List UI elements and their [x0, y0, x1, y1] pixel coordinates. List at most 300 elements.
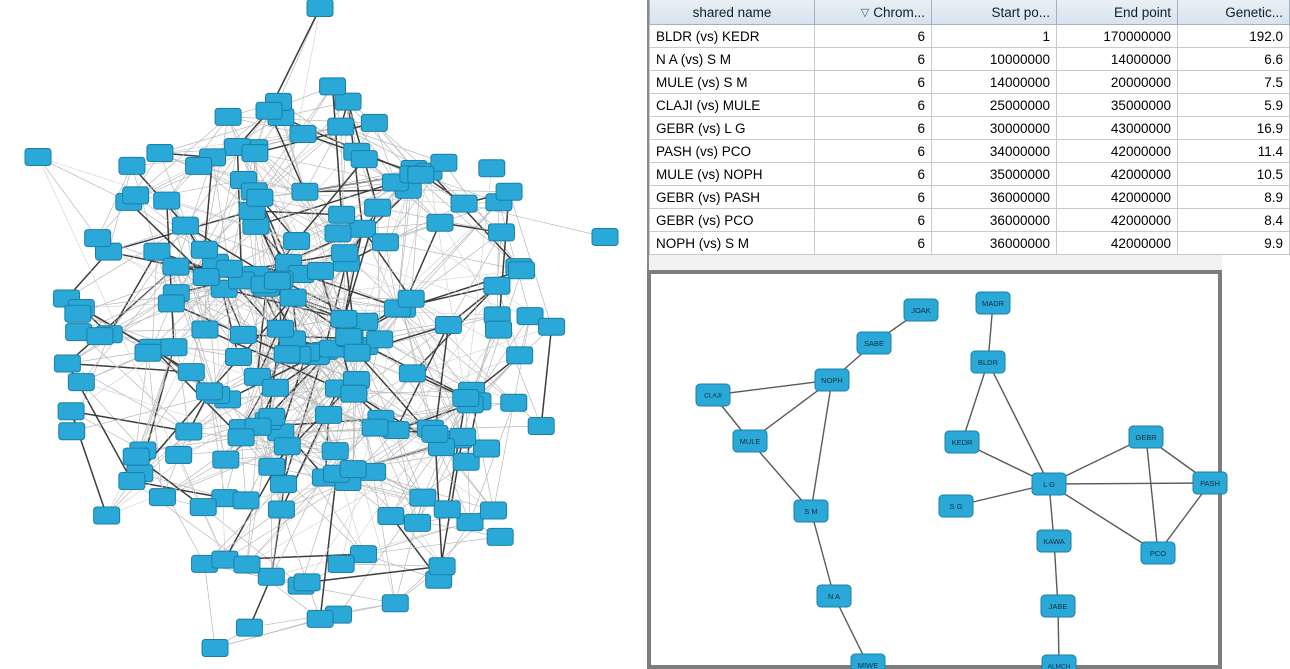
- table-row[interactable]: [650, 232, 1290, 255]
- subnetwork-graph-panel[interactable]: [647, 270, 1222, 669]
- subnetwork-node-shape[interactable]: [1041, 595, 1075, 617]
- network-node[interactable]: [328, 556, 354, 573]
- network-node[interactable]: [87, 328, 113, 345]
- cell-shared_name[interactable]: PASH (vs) PCO: [650, 140, 815, 163]
- network-node[interactable]: [247, 189, 273, 206]
- network-node-shape[interactable]: [25, 149, 51, 166]
- cell-genetic[interactable]: 7.5: [1178, 71, 1290, 94]
- network-node[interactable]: [484, 277, 510, 294]
- network-node-shape[interactable]: [365, 199, 391, 216]
- network-node-shape[interactable]: [422, 425, 448, 442]
- subnetwork-node-shape[interactable]: [1141, 542, 1175, 564]
- cell-shared_name[interactable]: MULE (vs) S M: [650, 71, 815, 94]
- subnetwork-node[interactable]: [939, 495, 973, 517]
- network-node-shape[interactable]: [332, 245, 358, 262]
- edge-table[interactable]: [649, 0, 1290, 255]
- network-node[interactable]: [284, 232, 310, 249]
- network-node-shape[interactable]: [399, 365, 425, 382]
- subnetwork-svg[interactable]: [651, 274, 1220, 669]
- subnetwork-node-shape[interactable]: [971, 351, 1005, 373]
- network-node[interactable]: [230, 326, 256, 343]
- edge-table-panel[interactable]: [647, 0, 1283, 270]
- subnetwork-node-shape[interactable]: [696, 384, 730, 406]
- network-node-shape[interactable]: [135, 344, 161, 361]
- network-node[interactable]: [176, 423, 202, 440]
- cell-shared_name[interactable]: CLAJI (vs) MULE: [650, 94, 815, 117]
- subnetwork-node-shape[interactable]: [1032, 473, 1066, 495]
- cell-chrom[interactable]: 6: [815, 117, 932, 140]
- network-node-shape[interactable]: [271, 476, 297, 493]
- cell-end[interactable]: 42000000: [1057, 163, 1178, 186]
- network-node[interactable]: [408, 166, 434, 183]
- network-node[interactable]: [190, 499, 216, 516]
- subnetwork-node-shape[interactable]: [945, 431, 979, 453]
- subnetwork-node[interactable]: [1141, 542, 1175, 564]
- network-node-shape[interactable]: [290, 125, 316, 142]
- network-node[interactable]: [191, 241, 217, 258]
- cell-genetic[interactable]: 5.9: [1178, 94, 1290, 117]
- network-node-shape[interactable]: [361, 114, 387, 131]
- network-node-shape[interactable]: [320, 78, 346, 95]
- network-node-shape[interactable]: [479, 160, 505, 177]
- subnetwork-node-shape[interactable]: [815, 369, 849, 391]
- network-node[interactable]: [451, 195, 477, 212]
- network-node[interactable]: [405, 514, 431, 531]
- network-node-shape[interactable]: [307, 0, 333, 17]
- cell-end[interactable]: 42000000: [1057, 209, 1178, 232]
- cell-end[interactable]: 42000000: [1057, 140, 1178, 163]
- network-node[interactable]: [329, 206, 355, 223]
- network-node[interactable]: [268, 320, 294, 337]
- network-node-shape[interactable]: [176, 423, 202, 440]
- network-node-shape[interactable]: [193, 269, 219, 286]
- network-node-shape[interactable]: [59, 423, 85, 440]
- network-node[interactable]: [316, 406, 342, 423]
- network-node[interactable]: [410, 489, 436, 506]
- network-node-shape[interactable]: [453, 389, 479, 406]
- table-row[interactable]: [650, 94, 1290, 117]
- network-node[interactable]: [457, 514, 483, 531]
- cell-chrom[interactable]: 6: [815, 94, 932, 117]
- network-node[interactable]: [262, 379, 288, 396]
- network-node[interactable]: [365, 199, 391, 216]
- subnetwork-node-shape[interactable]: [976, 292, 1010, 314]
- network-node-shape[interactable]: [328, 556, 354, 573]
- network-node[interactable]: [322, 443, 348, 460]
- network-node-shape[interactable]: [427, 214, 453, 231]
- subnetwork-node[interactable]: [1032, 473, 1066, 495]
- network-node[interactable]: [258, 568, 284, 585]
- network-node[interactable]: [268, 501, 294, 518]
- network-node[interactable]: [427, 214, 453, 231]
- network-node-shape[interactable]: [410, 489, 436, 506]
- cell-end[interactable]: 42000000: [1057, 186, 1178, 209]
- network-node-shape[interactable]: [307, 262, 333, 279]
- network-node[interactable]: [453, 389, 479, 406]
- network-node[interactable]: [422, 425, 448, 442]
- cell-chrom[interactable]: 6: [815, 71, 932, 94]
- network-node[interactable]: [336, 328, 362, 345]
- subnetwork-node-shape[interactable]: [1193, 472, 1227, 494]
- network-node[interactable]: [123, 187, 149, 204]
- cell-chrom[interactable]: 6: [815, 186, 932, 209]
- network-node-shape[interactable]: [431, 154, 457, 171]
- network-node-shape[interactable]: [484, 277, 510, 294]
- network-node-shape[interactable]: [94, 507, 120, 524]
- network-node-shape[interactable]: [474, 440, 500, 457]
- network-node-shape[interactable]: [259, 458, 285, 475]
- network-node-shape[interactable]: [149, 489, 175, 506]
- network-node-shape[interactable]: [351, 151, 377, 168]
- network-node-shape[interactable]: [274, 438, 300, 455]
- network-node-shape[interactable]: [328, 118, 354, 135]
- subnetwork-node[interactable]: [976, 292, 1010, 314]
- network-node[interactable]: [215, 108, 241, 125]
- network-node[interactable]: [178, 364, 204, 381]
- cell-start[interactable]: 36000000: [932, 186, 1057, 209]
- network-node[interactable]: [68, 374, 94, 391]
- network-node-shape[interactable]: [405, 514, 431, 531]
- subnetwork-node[interactable]: [1037, 530, 1071, 552]
- subnetwork-node-shape[interactable]: [817, 585, 851, 607]
- network-node-shape[interactable]: [123, 187, 149, 204]
- subnetwork-node-shape[interactable]: [939, 495, 973, 517]
- network-node[interactable]: [487, 528, 513, 545]
- network-node-shape[interactable]: [292, 183, 318, 200]
- subnetwork-node-shape[interactable]: [1037, 530, 1071, 552]
- network-node-shape[interactable]: [592, 229, 618, 246]
- network-node-shape[interactable]: [190, 499, 216, 516]
- network-node-shape[interactable]: [528, 417, 554, 434]
- network-node[interactable]: [274, 346, 300, 363]
- network-node[interactable]: [196, 383, 222, 400]
- network-node[interactable]: [351, 151, 377, 168]
- network-node[interactable]: [340, 461, 366, 478]
- network-node-shape[interactable]: [496, 183, 522, 200]
- network-node-shape[interactable]: [154, 192, 180, 209]
- network-node-shape[interactable]: [58, 403, 84, 420]
- network-node[interactable]: [481, 502, 507, 519]
- network-node-shape[interactable]: [215, 108, 241, 125]
- cell-chrom[interactable]: 6: [815, 163, 932, 186]
- network-node-shape[interactable]: [226, 348, 252, 365]
- cell-start[interactable]: 30000000: [932, 117, 1057, 140]
- network-node-shape[interactable]: [119, 157, 145, 174]
- network-node[interactable]: [367, 331, 393, 348]
- network-node-shape[interactable]: [196, 383, 222, 400]
- network-node[interactable]: [280, 289, 306, 306]
- network-node[interactable]: [378, 507, 404, 524]
- cell-shared_name[interactable]: BLDR (vs) KEDR: [650, 25, 815, 48]
- table-row[interactable]: [650, 48, 1290, 71]
- network-node-shape[interactable]: [262, 379, 288, 396]
- network-node-shape[interactable]: [178, 364, 204, 381]
- network-node-shape[interactable]: [268, 320, 294, 337]
- network-node-shape[interactable]: [488, 224, 514, 241]
- network-node-shape[interactable]: [307, 610, 333, 627]
- cell-start[interactable]: 36000000: [932, 232, 1057, 255]
- network-node-shape[interactable]: [280, 289, 306, 306]
- cell-shared_name[interactable]: MULE (vs) NOPH: [650, 163, 815, 186]
- cell-end[interactable]: 170000000: [1057, 25, 1178, 48]
- edge-table-body[interactable]: [650, 25, 1290, 255]
- network-node-shape[interactable]: [87, 328, 113, 345]
- network-node[interactable]: [94, 507, 120, 524]
- network-node-shape[interactable]: [434, 501, 460, 518]
- network-node-shape[interactable]: [539, 318, 565, 335]
- network-node[interactable]: [294, 574, 320, 591]
- subnetwork-node-shape[interactable]: [1042, 655, 1076, 669]
- cell-genetic[interactable]: 16.9: [1178, 117, 1290, 140]
- network-node[interactable]: [236, 619, 262, 636]
- network-node-shape[interactable]: [119, 473, 145, 490]
- network-node-shape[interactable]: [329, 206, 355, 223]
- network-node-shape[interactable]: [192, 321, 218, 338]
- network-node[interactable]: [233, 492, 259, 509]
- network-node-shape[interactable]: [481, 502, 507, 519]
- network-node-shape[interactable]: [284, 232, 310, 249]
- network-node-shape[interactable]: [123, 448, 149, 465]
- network-node-shape[interactable]: [166, 447, 192, 464]
- network-node-shape[interactable]: [486, 321, 512, 338]
- network-node[interactable]: [328, 118, 354, 135]
- cell-genetic[interactable]: 8.4: [1178, 209, 1290, 232]
- network-node[interactable]: [54, 355, 80, 372]
- network-node[interactable]: [509, 262, 535, 279]
- network-node-shape[interactable]: [507, 347, 533, 364]
- network-node[interactable]: [147, 145, 173, 162]
- network-node[interactable]: [65, 305, 91, 322]
- subnetwork-node[interactable]: [1193, 472, 1227, 494]
- network-node[interactable]: [307, 0, 333, 17]
- network-node[interactable]: [486, 321, 512, 338]
- cell-chrom[interactable]: 6: [815, 209, 932, 232]
- subnetwork-node[interactable]: [1041, 595, 1075, 617]
- network-node[interactable]: [228, 429, 254, 446]
- subnetwork-node[interactable]: [696, 384, 730, 406]
- network-node-shape[interactable]: [65, 305, 91, 322]
- cell-start[interactable]: 1: [932, 25, 1057, 48]
- filter-icon[interactable]: ▽: [860, 7, 870, 20]
- cell-genetic[interactable]: 6.6: [1178, 48, 1290, 71]
- subnetwork-node[interactable]: [945, 431, 979, 453]
- network-node-shape[interactable]: [457, 514, 483, 531]
- column-header-chromosome[interactable]: [815, 0, 932, 25]
- cell-end[interactable]: 20000000: [1057, 71, 1178, 94]
- network-node-shape[interactable]: [230, 326, 256, 343]
- cell-genetic[interactable]: 10.5: [1178, 163, 1290, 186]
- table-row[interactable]: [650, 117, 1290, 140]
- network-node[interactable]: [119, 473, 145, 490]
- network-node[interactable]: [192, 321, 218, 338]
- network-node[interactable]: [290, 125, 316, 142]
- network-node-shape[interactable]: [54, 355, 80, 372]
- network-node-shape[interactable]: [501, 394, 527, 411]
- subnetwork-node-shape[interactable]: [733, 430, 767, 452]
- cell-end[interactable]: 42000000: [1057, 232, 1178, 255]
- network-node-shape[interactable]: [147, 145, 173, 162]
- network-node-shape[interactable]: [202, 640, 228, 657]
- network-node[interactable]: [271, 476, 297, 493]
- cell-start[interactable]: 35000000: [932, 163, 1057, 186]
- network-node-shape[interactable]: [233, 492, 259, 509]
- network-node-shape[interactable]: [429, 558, 455, 575]
- network-node-shape[interactable]: [316, 406, 342, 423]
- network-node-shape[interactable]: [398, 290, 424, 307]
- network-node-shape[interactable]: [144, 243, 170, 260]
- table-row[interactable]: [650, 71, 1290, 94]
- table-row[interactable]: [650, 163, 1290, 186]
- network-node[interactable]: [213, 451, 239, 468]
- network-node[interactable]: [501, 394, 527, 411]
- subnetwork-node-shape[interactable]: [904, 299, 938, 321]
- cell-chrom[interactable]: 6: [815, 48, 932, 71]
- network-node-shape[interactable]: [172, 217, 198, 234]
- network-node[interactable]: [216, 260, 242, 277]
- network-node-shape[interactable]: [335, 93, 361, 110]
- network-node[interactable]: [123, 448, 149, 465]
- network-node[interactable]: [292, 183, 318, 200]
- network-node[interactable]: [85, 230, 111, 247]
- network-node[interactable]: [429, 558, 455, 575]
- network-node-shape[interactable]: [191, 241, 217, 258]
- cell-genetic[interactable]: 8.9: [1178, 186, 1290, 209]
- network-node[interactable]: [431, 154, 457, 171]
- network-node-shape[interactable]: [161, 339, 187, 356]
- network-node[interactable]: [496, 183, 522, 200]
- network-node[interactable]: [528, 417, 554, 434]
- network-node[interactable]: [58, 403, 84, 420]
- network-node-shape[interactable]: [362, 419, 388, 436]
- network-node[interactable]: [539, 318, 565, 335]
- cell-start[interactable]: 25000000: [932, 94, 1057, 117]
- network-node[interactable]: [307, 262, 333, 279]
- cell-chrom[interactable]: 6: [815, 232, 932, 255]
- subnetwork-node[interactable]: [794, 500, 828, 522]
- network-node[interactable]: [166, 447, 192, 464]
- cell-shared_name[interactable]: GEBR (vs) PASH: [650, 186, 815, 209]
- network-node-shape[interactable]: [85, 230, 111, 247]
- network-node[interactable]: [144, 243, 170, 260]
- cell-shared_name[interactable]: NOPH (vs) S M: [650, 232, 815, 255]
- network-node[interactable]: [163, 258, 189, 275]
- network-node-shape[interactable]: [331, 310, 357, 327]
- network-node-shape[interactable]: [487, 528, 513, 545]
- network-node[interactable]: [274, 438, 300, 455]
- network-node[interactable]: [234, 556, 260, 573]
- network-node[interactable]: [264, 272, 290, 289]
- network-node[interactable]: [25, 149, 51, 166]
- network-node[interactable]: [344, 344, 370, 361]
- network-node[interactable]: [361, 114, 387, 131]
- cell-chrom[interactable]: 6: [815, 25, 932, 48]
- network-node-shape[interactable]: [408, 166, 434, 183]
- network-node-shape[interactable]: [372, 234, 398, 251]
- cell-shared_name[interactable]: GEBR (vs) PCO: [650, 209, 815, 232]
- cell-shared_name[interactable]: GEBR (vs) L G: [650, 117, 815, 140]
- network-node[interactable]: [226, 348, 252, 365]
- network-node-shape[interactable]: [294, 574, 320, 591]
- network-node[interactable]: [119, 157, 145, 174]
- network-node-shape[interactable]: [256, 102, 282, 119]
- network-node[interactable]: [488, 224, 514, 241]
- subnetwork-node-shape[interactable]: [1129, 426, 1163, 448]
- network-node-shape[interactable]: [322, 443, 348, 460]
- network-node[interactable]: [149, 489, 175, 506]
- network-node[interactable]: [434, 501, 460, 518]
- subnetwork-node-shape[interactable]: [857, 332, 891, 354]
- network-node[interactable]: [435, 316, 461, 333]
- network-node[interactable]: [372, 234, 398, 251]
- subnetwork-node[interactable]: [817, 585, 851, 607]
- table-row[interactable]: [650, 25, 1290, 48]
- network-node[interactable]: [256, 102, 282, 119]
- network-node-shape[interactable]: [216, 260, 242, 277]
- cell-start[interactable]: 36000000: [932, 209, 1057, 232]
- network-node[interactable]: [307, 610, 333, 627]
- network-node-shape[interactable]: [258, 568, 284, 585]
- network-node-shape[interactable]: [509, 262, 535, 279]
- network-node[interactable]: [154, 192, 180, 209]
- column-header-shared-name[interactable]: [650, 0, 815, 25]
- cell-genetic[interactable]: 9.9: [1178, 232, 1290, 255]
- network-node-shape[interactable]: [274, 346, 300, 363]
- subnetwork-node[interactable]: [971, 351, 1005, 373]
- network-node-shape[interactable]: [341, 385, 367, 402]
- network-node-shape[interactable]: [163, 258, 189, 275]
- subnetwork-node-shape[interactable]: [794, 500, 828, 522]
- network-node[interactable]: [335, 93, 361, 110]
- network-node-shape[interactable]: [435, 316, 461, 333]
- network-node[interactable]: [325, 225, 351, 242]
- subnetwork-node[interactable]: [1129, 426, 1163, 448]
- network-node[interactable]: [479, 160, 505, 177]
- column-header-start-point[interactable]: [932, 0, 1057, 25]
- network-node[interactable]: [193, 269, 219, 286]
- cell-start[interactable]: 14000000: [932, 71, 1057, 94]
- network-node-shape[interactable]: [186, 157, 212, 174]
- network-node[interactable]: [202, 640, 228, 657]
- cell-start[interactable]: 34000000: [932, 140, 1057, 163]
- network-node[interactable]: [135, 344, 161, 361]
- network-node-shape[interactable]: [158, 295, 184, 312]
- network-node-shape[interactable]: [340, 461, 366, 478]
- cell-start[interactable]: 10000000: [932, 48, 1057, 71]
- network-node-shape[interactable]: [234, 556, 260, 573]
- network-node-shape[interactable]: [382, 595, 408, 612]
- network-node-shape[interactable]: [242, 145, 268, 162]
- cell-end[interactable]: 14000000: [1057, 48, 1178, 71]
- cell-chrom[interactable]: 6: [815, 140, 932, 163]
- cell-genetic[interactable]: 11.4: [1178, 140, 1290, 163]
- network-node[interactable]: [331, 310, 357, 327]
- network-node[interactable]: [186, 157, 212, 174]
- network-node-shape[interactable]: [367, 331, 393, 348]
- network-node[interactable]: [507, 347, 533, 364]
- network-node-shape[interactable]: [378, 507, 404, 524]
- network-node-shape[interactable]: [451, 195, 477, 212]
- network-node[interactable]: [362, 419, 388, 436]
- network-node-shape[interactable]: [325, 225, 351, 242]
- cell-end[interactable]: 43000000: [1057, 117, 1178, 140]
- network-node-shape[interactable]: [268, 501, 294, 518]
- column-header-genetic[interactable]: [1178, 0, 1290, 25]
- network-node[interactable]: [158, 295, 184, 312]
- subnetwork-nodes[interactable]: [696, 292, 1227, 669]
- network-node-shape[interactable]: [336, 328, 362, 345]
- subnetwork-node[interactable]: [1042, 655, 1076, 669]
- subnetwork-node[interactable]: [815, 369, 849, 391]
